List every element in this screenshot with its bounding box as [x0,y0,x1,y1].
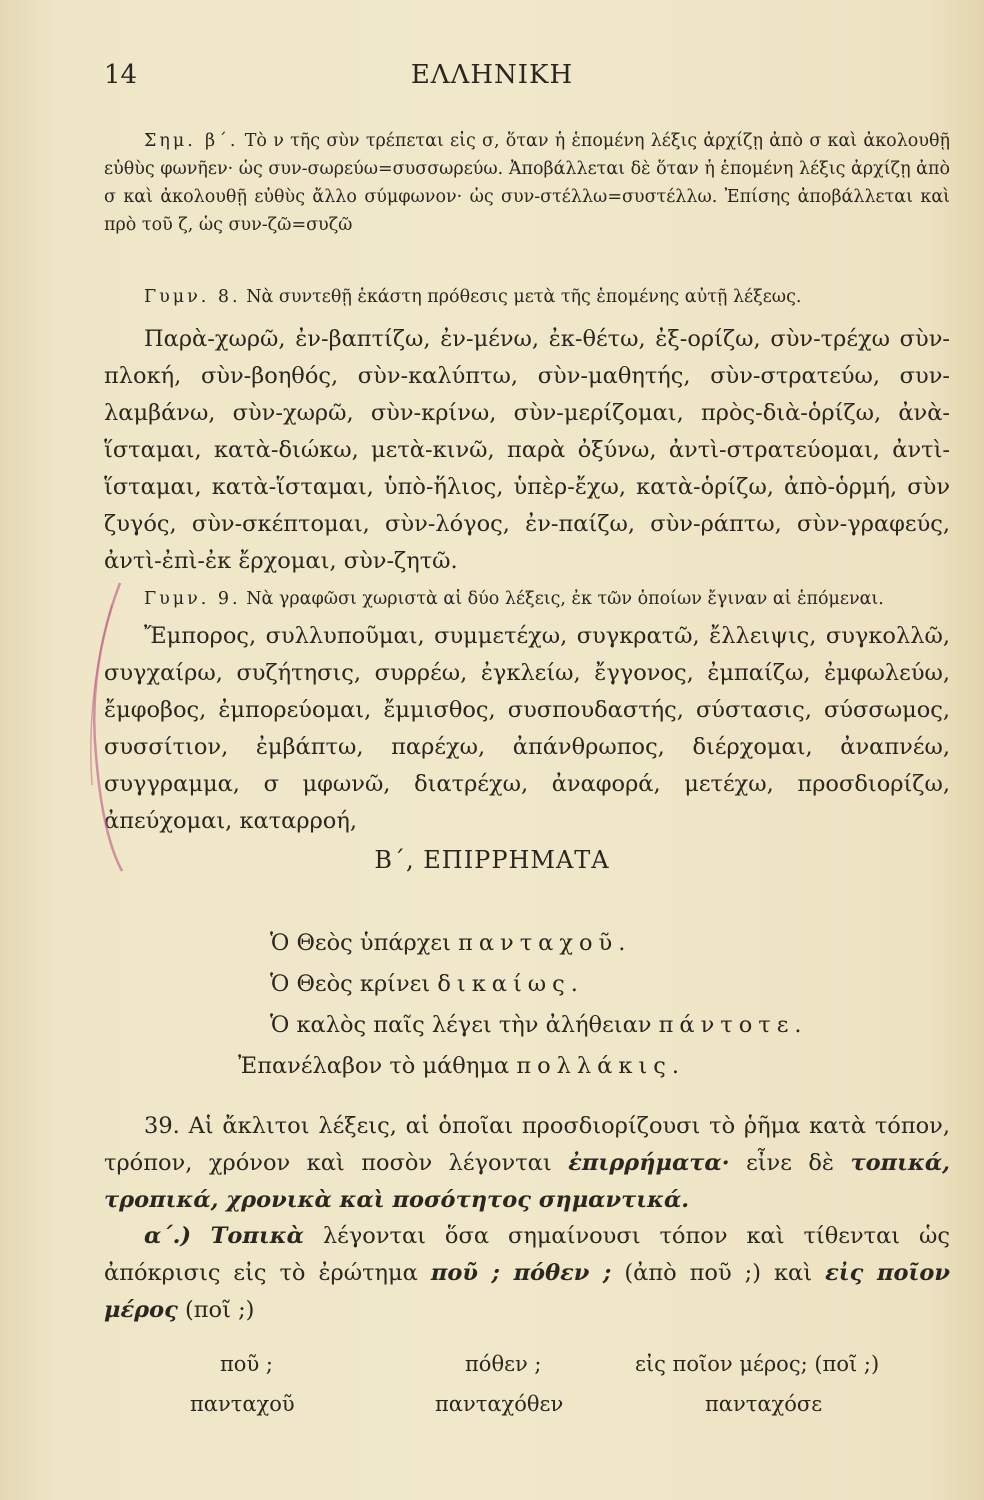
example-text: Ἐπανέλαβον τὸ μάθημα [238,1053,510,1079]
answer-cell: πανταχόθεν [435,1392,564,1416]
exercise-8-word-list: Παρὰ-χωρῶ, ἐν-βαπτίζω, ἐν-μένω, ἐκ-θέτω, ἐξ-ορίζω, σὺν-τρέχω σὺν-πλοκή, σὺν-βοηθός, σὺν-καλύπτω, σὺν-μαθητής, σὺν-στρατεύω, συν-λαμβάνω, σὺν-χωρῶ, σὺν-κρίνω, σὺν-μερίζομαι, πρὸς-διὰ-ὁρίζω, ἀνὰ-ἵσταμαι, κατὰ-διώκω, μετὰ-κινῶ, παρὰ ὀξύνω, ἀντὶ-στρατεύομαι, ἀντὶ-ἵσταμαι, κατὰ-ἵσταμαι, ὑπὸ-ἥλιος, ὑπὲρ-ἔχω, κατὰ-ὁρίζω, ἀπὸ-ὁρμή, σὺν ζυγός, σὺν-σκέπτομαι, σὺν-λόγος, ἐν-παίζω, σὺν-ράπτω, σὺν-γραφεύς, ἀντὶ-ἐπὶ-ἐκ ἔρχομαι, σὺν-ζητῶ. [104,326,950,574]
exercise-9-words [104,618,950,840]
note-b-label: Σημ. β΄. [144,131,239,151]
paragraph-a-label: α΄.) Τοπικὰ [144,1223,304,1249]
running-title: ΕΛΛΗΝΙΚΗ [410,60,574,90]
question-header: εἰς ποῖον μέρος; (ποῖ ;) [635,1352,880,1376]
paragraph-a [104,1218,950,1329]
page-header [0,60,984,96]
example-line-3 [270,1005,970,1046]
example-text: Ὁ Θεὸς κρίνει [270,971,431,997]
exercise-9-label: Γυμν. 9. [144,589,241,609]
question-table-row [150,1392,950,1432]
margin-pencil-mark [60,575,130,875]
example-adverb: πάντοτε. [658,1012,808,1038]
example-text: Ὁ Θεὸς ὑπάρχει [270,930,451,956]
answer-cell: πανταχόσε [705,1392,823,1416]
page-number: 14 [104,60,138,90]
exercise-9-word-list: Ἔμπορος, συλλυποῦμαι, συμμετέχω, συγκρατῶ, ἔλλειψις, συγκολλῶ, συγχαίρω, συζήτησις, συρρέω, ἐγκλείω, ἔγγονος, ἐμπαίζω, ἐμφωλεύω, ἔμφοβος, ἐμπορεύομαι, ἔμμισθος, συσπουδαστής, σύστασις, σύσσωμος, συσσίτιον, ἐμβάπτω, παρέχω, ἀπάνθρωπος, διέρχομαι, ἀναπνέω, συγγραμμα, σ μφωνῶ, διατρέχω, ἀναφορά, μετέχω, προσδιορίζω, ἀπεύχομαι, καταρροή, [104,623,950,834]
example-adverb: πολλάκις. [516,1053,685,1079]
note-b-text: Τὸ ν τῆς σὺν τρέπεται εἰς σ, ὅταν ἡ ἑπομένη λέξις ἀρχίζῃ ἀπὸ σ καὶ ἀκολουθῇ εὐθὺς φωνῆεν· ὡς συν-σωρεύω=συσσωρεύω. Ἀποβάλλεται δὲ ὅταν ἡ ἑπομένη λέξις ἀρχίζῃ ἀπὸ σ καὶ ἀκολουθῇ εὐθὺς ἄλλο σύμφωνον· ὡς συν-στέλλω=συστέλλω. Ἐπίσης ἀποβάλλεται καὶ πρὸ τοῦ ζ, ὡς συν-ζῶ=συζῶ [104,131,950,235]
example-line-4 [238,1046,970,1087]
example-adverb: δικαίως. [437,971,584,997]
paragraph-a-text: λέγονται ὅσα σημαίνουσι τόπον καὶ τίθενται ὡς ἀπόκρισις εἰς τὸ ἐρώτημα [104,1223,950,1286]
question-table-header [150,1352,950,1392]
paragraph-a-text-2: (ἀπὸ ποῦ ;) καὶ [624,1260,813,1286]
question-header: πόθεν ; [465,1352,542,1376]
paragraph-number: 39. [144,1113,180,1139]
section-heading: Β΄, ΕΠΙΡΡΗΜΑΤΑ [374,846,610,874]
paragraph-39-text: Αἱ ἄκλιτοι λέξεις, αἱ ὁποῖαι προσδιορίζουσι τὸ ῥῆμα κατὰ τόπον, τρόπον, χρόνον καὶ ποσὸν λέγονται [104,1113,950,1176]
example-line-2 [270,964,970,1005]
question-where: ποῦ ; πόθεν ; [430,1260,612,1286]
example-adverb: πανταχοῦ. [458,930,632,956]
example-line-1 [270,923,970,964]
question-header: ποῦ ; [220,1352,273,1376]
adverb-categories: τοπικά, τροπικά, χρονικὰ καὶ ποσότητος σημαντικά. [104,1150,951,1213]
paragraph-39-text-2: εἶνε δὲ [746,1150,834,1176]
answer-cell: πανταχοῦ [190,1392,295,1416]
example-text: Ὁ καλὸς παῖς λέγει τὴν ἀλήθειαν [270,1012,652,1038]
paragraph-39 [104,1108,950,1219]
exercise-9-instruction [104,585,950,613]
exercise-8-instruction-text: Νὰ συντεθῇ ἑκάστη πρόθεσις μετὰ τῆς ἑπομένης αὐτῇ λέξεως. [246,287,802,307]
paragraph-a-text-3: (ποῖ ;) [184,1297,255,1323]
adverb-examples [238,923,970,1087]
term-adverbs: ἐπιρρήματα· [568,1150,730,1176]
exercise-8-instruction [104,283,950,311]
exercise-8-label: Γυμν. 8. [144,287,241,307]
exercise-8-words [104,321,950,580]
exercise-9-instruction-text: Νὰ γραφῶσι χωριστὰ αἱ δύο λέξεις, ἐκ τῶν ὁποίων ἔγιναν αἱ ἑπόμεναι. [246,589,884,609]
question-table [150,1352,950,1432]
question-whither: εἰς ποῖον μέρος [104,1260,950,1323]
note-b [104,127,950,239]
